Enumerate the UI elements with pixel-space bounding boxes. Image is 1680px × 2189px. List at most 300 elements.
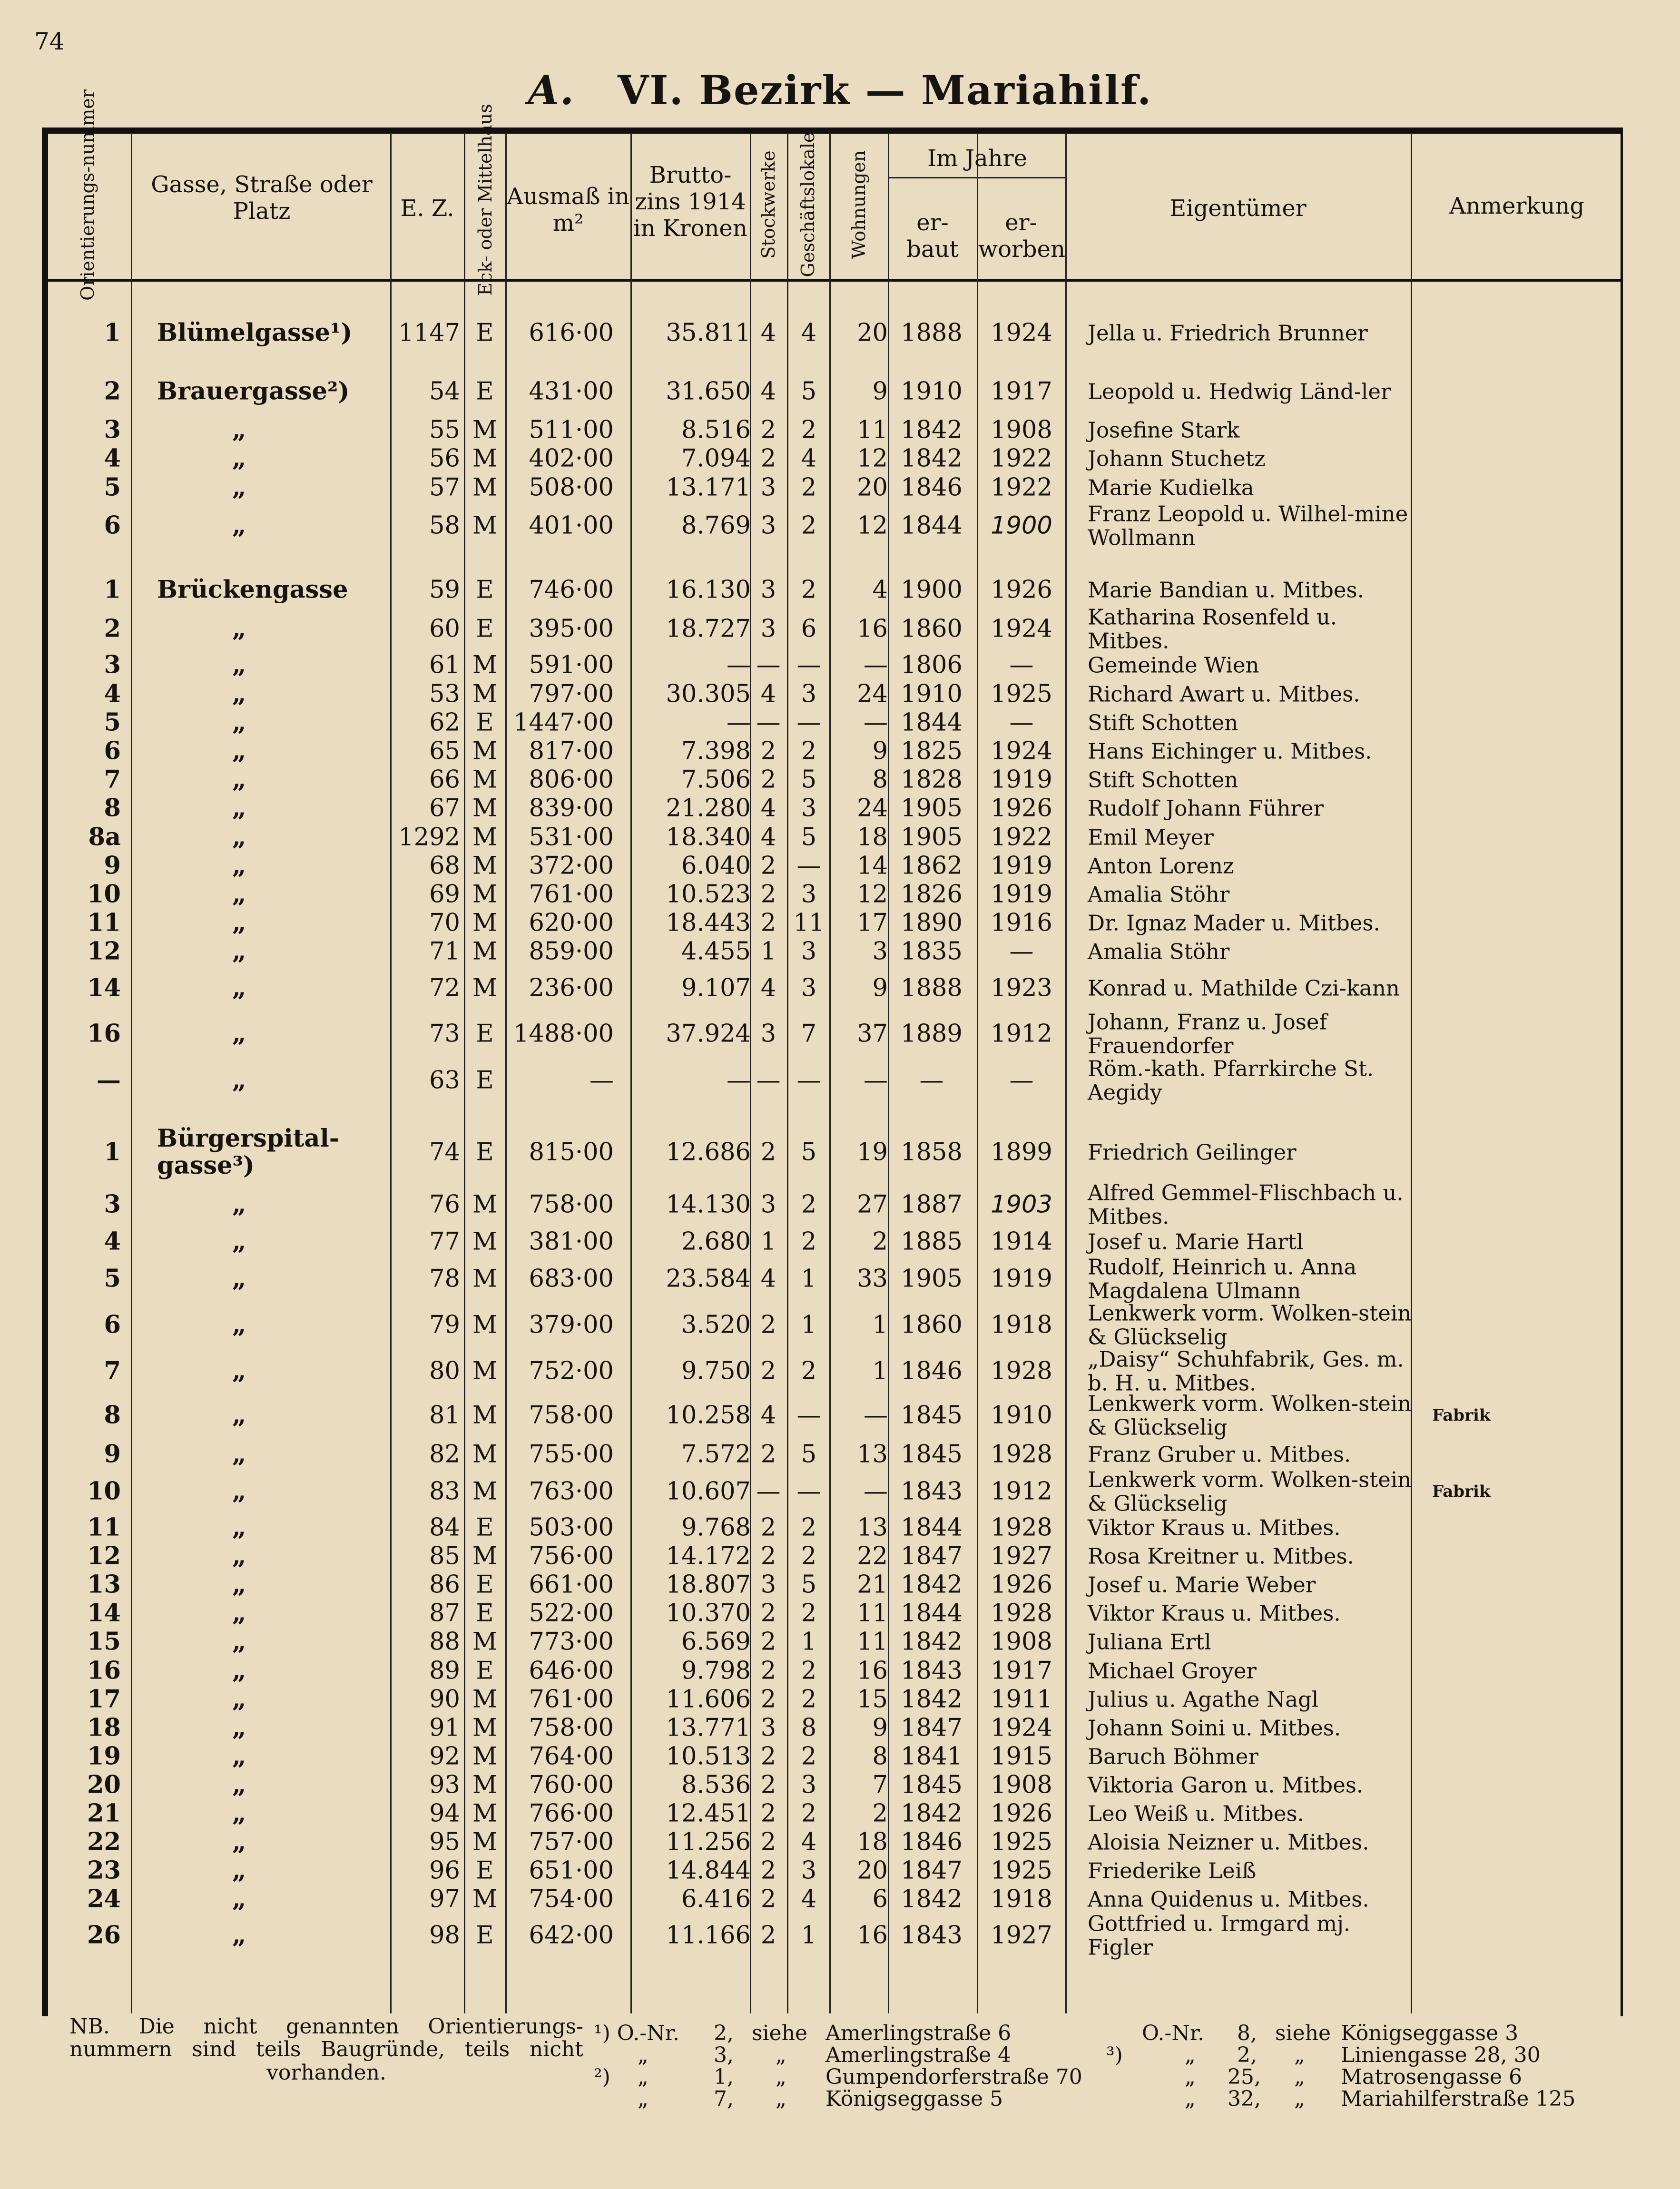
cell-em: M (472, 444, 498, 473)
cell-wo: 22 (857, 1542, 888, 1571)
cell-ez: 81 (429, 1401, 460, 1430)
cell-nr: 8a (88, 823, 121, 852)
cell-rent: — (727, 1066, 751, 1095)
cell-gl: 7 (801, 1020, 817, 1048)
cell-ez: 79 (429, 1311, 460, 1339)
cell-note: Fabrik (1432, 1482, 1491, 1501)
cell-rent: 16.130 (666, 576, 751, 604)
cell-wo: 1 (872, 1357, 888, 1385)
cell-ez: 83 (429, 1477, 460, 1506)
cell-st: 2 (760, 1138, 776, 1167)
cell-st: 3 (760, 511, 776, 540)
cell-area: 651·00 (529, 1856, 614, 1885)
cell-wo: 1 (872, 1311, 888, 1339)
cell-ez: 65 (429, 737, 460, 766)
column-divider (1065, 134, 1067, 2013)
cell-st: 2 (760, 1628, 776, 1656)
cell-owner: Friederike Leiß (1088, 1858, 1257, 1884)
cell-ez: 77 (429, 1227, 460, 1256)
cell-acq: 1917 (991, 377, 1052, 406)
cell-owner: Lenkwerk vorm. Wolken-stein & Glückselig (1088, 1467, 1412, 1516)
cell-area: 859·00 (529, 937, 614, 966)
cell-wo: 16 (857, 1657, 888, 1685)
cell-ez: 60 (429, 615, 460, 643)
cell-nr: 16 (87, 1019, 121, 1048)
cell-rent: 8.536 (681, 1771, 751, 1799)
cell-area: 395·00 (529, 615, 614, 643)
footnote-nr: 7, (714, 2087, 734, 2111)
cell-gl: 2 (801, 473, 817, 502)
cell-owner: Marie Kudielka (1088, 475, 1254, 501)
cell-street: „ (232, 650, 246, 679)
cell-owner: Josef u. Marie Hartl (1088, 1229, 1304, 1255)
cell-rent: 9.107 (681, 974, 751, 1002)
cell-acq: 1924 (991, 1714, 1052, 1742)
cell-acq: 1916 (991, 909, 1052, 937)
cell-area: 758·00 (529, 1401, 614, 1430)
cell-area: 755·00 (529, 1440, 614, 1469)
cell-built: — (919, 1066, 944, 1095)
cell-nr: 9 (104, 1440, 121, 1469)
cell-gl: 6 (801, 615, 817, 643)
cell-area: 379·00 (529, 1311, 614, 1339)
cell-st: 4 (760, 319, 776, 347)
cell-st: 2 (760, 1921, 776, 1950)
cell-gl: 2 (801, 1542, 817, 1571)
cell-gl: 5 (801, 1571, 817, 1599)
cell-owner: Alfred Gemmel-Flischbach u. Mitbes. (1088, 1180, 1404, 1229)
cell-rent: 11.606 (666, 1685, 751, 1714)
cell-area: 620·00 (529, 909, 614, 937)
cell-nr: 4 (104, 679, 121, 708)
cell-gl: 2 (801, 1357, 817, 1385)
cell-gl: 5 (801, 1138, 817, 1167)
cell-acq: 1918 (991, 1311, 1052, 1339)
cell-ez: 54 (429, 377, 460, 406)
cell-gl: 2 (801, 1599, 817, 1628)
cell-area: 773·00 (529, 1628, 614, 1656)
cell-nr: 2 (104, 377, 121, 406)
cell-owner: Stift Schotten (1088, 767, 1238, 793)
cell-street: „ (232, 794, 246, 823)
cell-acq: 1899 (991, 1138, 1052, 1167)
cell-nr: 10 (87, 880, 121, 909)
cell-owner: Johann, Franz u. Josef Frauendorfer (1088, 1009, 1327, 1058)
column-divider (131, 134, 132, 2013)
cell-rent: 35.811 (666, 319, 751, 347)
cell-ez: 67 (429, 794, 460, 823)
cell-built: 1806 (901, 651, 963, 679)
im-jahre-divider (888, 177, 1067, 178)
cell-ez: 91 (429, 1714, 460, 1742)
cell-nr: 6 (104, 736, 121, 766)
cell-built: 1845 (901, 1401, 963, 1430)
cell-em: M (472, 937, 498, 966)
cell-street: Bürgerspital-gasse³) (157, 1124, 339, 1180)
cell-ez: 63 (429, 1066, 460, 1095)
cell-built: 1844 (901, 1599, 963, 1628)
cell-gl: 3 (801, 937, 817, 966)
cell-gl: 11 (793, 909, 825, 937)
cell-owner: Gemeinde Wien (1088, 652, 1259, 678)
footnote-street: Amerlingstraße 4 (825, 2043, 1012, 2067)
cell-built: 1858 (901, 1138, 963, 1167)
cell-gl: 1 (801, 1628, 817, 1656)
cell-st: 4 (760, 823, 776, 852)
cell-st: 3 (760, 1190, 776, 1219)
cell-nr: 11 (87, 1513, 121, 1542)
footnote-ditto: „ (1294, 2043, 1305, 2067)
cell-nr: 15 (87, 1627, 121, 1656)
cell-em: M (472, 1885, 498, 1914)
cell-gl: 3 (801, 1771, 817, 1799)
cell-owner: Rudolf, Heinrich u. Anna Magdalena Ulmann (1088, 1254, 1357, 1303)
cell-wo: 27 (857, 1190, 888, 1219)
cell-wo: 33 (857, 1265, 888, 1293)
cell-street: „ (232, 1401, 246, 1430)
cell-rent: 8.769 (681, 511, 751, 540)
cell-em: M (472, 1828, 498, 1856)
cell-wo: — (864, 651, 888, 679)
cell-rent: 18.340 (666, 823, 751, 852)
cell-area: 616·00 (529, 319, 614, 347)
cell-rent: 13.171 (666, 473, 751, 502)
cell-acq: 1908 (991, 1628, 1052, 1656)
cell-street: „ (232, 1885, 246, 1914)
cell-acq: 1911 (991, 1685, 1052, 1714)
cell-wo: 24 (857, 794, 888, 823)
cell-em: M (472, 1401, 498, 1430)
cell-ez: 59 (429, 576, 460, 604)
cell-nr: 3 (104, 415, 121, 444)
cell-wo: 12 (857, 880, 888, 909)
cell-ez: 68 (429, 852, 460, 880)
cell-st: — (756, 708, 781, 737)
cell-built: 1888 (901, 319, 963, 347)
footnote-ditto: „ (1294, 2087, 1305, 2111)
cell-acq: 1912 (991, 1477, 1052, 1506)
cell-st: 2 (760, 1542, 776, 1571)
cell-ez: 98 (429, 1921, 460, 1950)
cell-area: 508·00 (529, 473, 614, 502)
cell-gl: 5 (801, 377, 817, 406)
cell-nr: 8 (104, 1401, 121, 1430)
cell-built: 1842 (901, 444, 963, 473)
cell-wo: 14 (857, 852, 888, 880)
footnote-nr: 8, (1237, 2021, 1257, 2045)
footnote-street: Mariahilferstraße 125 (1341, 2087, 1576, 2111)
cell-em: E (476, 1599, 494, 1628)
cell-street: „ (232, 444, 246, 473)
cell-owner: Franz Gruber u. Mitbes. (1088, 1442, 1351, 1467)
cell-nr: 12 (87, 937, 121, 966)
cell-rent: 18.727 (666, 615, 751, 643)
cell-area: 1447·00 (513, 708, 614, 737)
cell-area: 758·00 (529, 1190, 614, 1219)
cell-built: 1844 (901, 1513, 963, 1542)
cell-rent: 14.172 (666, 1542, 751, 1571)
footnote-street: Amerlingstraße 6 (825, 2021, 1012, 2045)
cell-owner: Friedrich Geilinger (1088, 1139, 1297, 1165)
cell-wo: 8 (872, 766, 888, 794)
cell-built: 1847 (901, 1856, 963, 1885)
cell-st: 2 (760, 1357, 776, 1385)
cell-built: 1847 (901, 1714, 963, 1742)
cell-built: 1890 (901, 909, 963, 937)
cell-gl: 8 (801, 1714, 817, 1742)
cell-wo: 12 (857, 511, 888, 540)
cell-street: „ (232, 1827, 246, 1856)
cell-ez: 53 (429, 680, 460, 708)
cell-gl: — (796, 1401, 821, 1430)
cell-built: 1847 (901, 1542, 963, 1571)
cell-ez: 71 (429, 937, 460, 966)
cell-rent: 10.258 (666, 1401, 751, 1430)
cell-street: „ (232, 1799, 246, 1828)
cell-acq: — (1009, 1066, 1034, 1095)
cell-rent: 9.750 (681, 1357, 751, 1385)
cell-area: 431·00 (529, 377, 614, 406)
cell-gl: 3 (801, 974, 817, 1002)
cell-acq: 1919 (991, 766, 1052, 794)
cell-acq: 1917 (991, 1657, 1052, 1685)
footnote-street: Liniengasse 28, 30 (1341, 2043, 1541, 2067)
cell-gl: — (796, 852, 821, 880)
cell-owner: Juliana Ertl (1088, 1629, 1211, 1655)
cell-nr: 18 (87, 1713, 121, 1742)
cell-em: E (476, 1921, 494, 1950)
cell-street: „ (232, 473, 246, 502)
cell-street: „ (232, 1770, 246, 1799)
cell-owner: Stift Schotten (1088, 710, 1238, 736)
cell-rent: — (727, 708, 751, 737)
cell-st: 2 (760, 852, 776, 880)
cell-em: E (476, 377, 494, 406)
cell-wo: 19 (857, 1138, 888, 1167)
footnote-nr: 25, (1228, 2065, 1261, 2089)
cell-gl: 4 (801, 319, 817, 347)
cell-built: 1844 (901, 511, 963, 540)
district-title: VI. Bezirk — Mariahilf. (618, 67, 1152, 114)
cell-area: 591·00 (529, 651, 614, 679)
cell-nr: — (97, 1066, 121, 1095)
cell-wo: 16 (857, 615, 888, 643)
cell-street: Brauergasse²) (157, 377, 350, 406)
header-ez: E. Z. (400, 195, 454, 222)
cell-rent: 30.305 (666, 680, 751, 708)
cell-built: 1845 (901, 1771, 963, 1799)
cell-area: 761·00 (529, 880, 614, 909)
cell-wo: 17 (857, 909, 888, 937)
cell-st: — (756, 1477, 781, 1506)
cell-gl: 4 (801, 444, 817, 473)
cell-ez: 80 (429, 1357, 460, 1385)
cell-em: M (472, 1190, 498, 1219)
cell-street: „ (232, 851, 246, 880)
cell-rent: 12.686 (666, 1138, 751, 1167)
cell-wo: — (864, 1401, 888, 1430)
cell-acq: 1925 (991, 680, 1052, 708)
cell-owner: Richard Awart u. Mitbes. (1088, 681, 1360, 707)
cell-wo: 15 (857, 1685, 888, 1714)
cell-owner: Franz Leopold u. Wilhel-mine Wollmann (1088, 501, 1408, 550)
cell-nr: 2 (104, 614, 121, 643)
cell-ez: 89 (429, 1657, 460, 1685)
cell-owner: Baruch Böhmer (1088, 1744, 1258, 1769)
cell-area: 511·00 (529, 416, 614, 444)
cell-ez: 92 (429, 1742, 460, 1771)
cell-rent: 6.569 (681, 1628, 751, 1656)
cell-em: M (472, 680, 498, 708)
cell-area: 503·00 (529, 1513, 614, 1542)
cell-built: 1885 (901, 1227, 963, 1256)
cell-owner: Viktoria Garon u. Mitbes. (1088, 1772, 1364, 1798)
cell-ez: 69 (429, 880, 460, 909)
cell-rent: 18.443 (666, 909, 751, 937)
cell-area: 757·00 (529, 1828, 614, 1856)
cell-owner: Lenkwerk vorm. Wolken-stein & Glückselig (1088, 1300, 1412, 1349)
cell-ez: 86 (429, 1571, 460, 1599)
cell-em: M (472, 1771, 498, 1799)
cell-acq: 1908 (991, 416, 1052, 444)
footnote-ditto: „ (638, 2087, 648, 2111)
cell-area: 752·00 (529, 1357, 614, 1385)
cell-gl: 2 (801, 1742, 817, 1771)
cell-street: „ (232, 1066, 246, 1095)
cell-st: 2 (760, 1856, 776, 1885)
cell-rent: 3.520 (681, 1311, 751, 1339)
cell-built: 1842 (901, 1799, 963, 1828)
cell-wo: 12 (857, 444, 888, 473)
cell-acq: 1922 (991, 473, 1052, 502)
cell-rent: 2.680 (681, 1227, 751, 1256)
footnote-nr: 32, (1228, 2087, 1261, 2111)
cell-rent: 10.370 (666, 1599, 751, 1628)
cell-owner: Johann Stuchetz (1088, 446, 1266, 471)
cell-rent: 14.130 (666, 1190, 751, 1219)
cell-rent: 23.584 (666, 1265, 751, 1293)
cell-nr: 7 (104, 1356, 121, 1385)
cell-note: Fabrik (1432, 1406, 1491, 1425)
cell-st: 2 (760, 880, 776, 909)
cell-st: 2 (760, 444, 776, 473)
cell-ez: 85 (429, 1542, 460, 1571)
cell-street: „ (232, 1019, 246, 1048)
cell-nr: 8 (104, 794, 121, 823)
cell-owner: Röm.-kath. Pfarrkirche St. Aegidy (1088, 1056, 1374, 1105)
cell-gl: 2 (801, 1799, 817, 1828)
cell-em: E (476, 1657, 494, 1685)
cell-wo: 8 (872, 1742, 888, 1771)
cell-built: 1844 (901, 708, 963, 737)
footnote-nr: 2, (1237, 2043, 1257, 2067)
cell-wo: 13 (857, 1440, 888, 1469)
cell-built: 1846 (901, 473, 963, 502)
cell-nr: 5 (104, 473, 121, 502)
cell-acq: 1926 (991, 1799, 1052, 1828)
footnote-ditto: „ (638, 2065, 648, 2089)
cell-em: M (472, 651, 498, 679)
cell-st: 1 (760, 937, 776, 966)
cell-gl: — (796, 1477, 821, 1506)
footnote-label: O.-Nr. (1142, 2021, 1205, 2045)
cell-built: 1828 (901, 766, 963, 794)
cell-ez: 58 (429, 511, 460, 540)
cell-area: 522·00 (529, 1599, 614, 1628)
cell-st: 4 (760, 377, 776, 406)
cell-gl: — (796, 1066, 821, 1095)
cell-nr: 21 (87, 1799, 121, 1828)
cell-street: „ (232, 1190, 246, 1219)
cell-built: 1905 (901, 1265, 963, 1293)
cell-owner: Rosa Kreitner u. Mitbes. (1088, 1543, 1354, 1569)
cell-area: 1488·00 (513, 1020, 614, 1048)
cell-ez: 93 (429, 1771, 460, 1799)
cell-acq: — (1009, 651, 1034, 679)
cell-em: E (476, 1066, 494, 1095)
cell-st: 2 (760, 1742, 776, 1771)
cell-owner: Dr. Ignaz Mader u. Mitbes. (1088, 910, 1380, 936)
cell-area: 746·00 (529, 576, 614, 604)
cell-em: M (472, 1265, 498, 1293)
cell-nr: 3 (104, 1190, 121, 1219)
cell-acq: 1924 (991, 615, 1052, 643)
cell-st: 4 (760, 1265, 776, 1293)
cell-rent: 10.513 (666, 1742, 751, 1771)
cell-nr: 20 (87, 1770, 121, 1799)
cell-nr: 23 (87, 1856, 121, 1885)
cell-acq: — (1009, 937, 1034, 966)
cell-nr: 5 (104, 1264, 121, 1293)
cell-area: 661·00 (529, 1571, 614, 1599)
cell-area: 760·00 (529, 1771, 614, 1799)
cell-owner: Anna Quidenus u. Mitbes. (1088, 1886, 1369, 1912)
cell-st: 2 (760, 1513, 776, 1542)
cell-rent: 7.506 (681, 766, 751, 794)
footnote-nr: 1, (714, 2065, 734, 2089)
cell-built: 1825 (901, 737, 963, 766)
cell-nr: 14 (87, 1599, 121, 1628)
cell-gl: 4 (801, 1885, 817, 1914)
cell-st: 3 (760, 1571, 776, 1599)
cell-ez: 57 (429, 473, 460, 502)
cell-acq: 1928 (991, 1357, 1052, 1385)
section-letter: A. (528, 67, 575, 114)
cell-gl: 2 (801, 416, 817, 444)
cell-owner: Michael Groyer (1088, 1658, 1257, 1684)
cell-gl: 5 (801, 823, 817, 852)
cell-wo: 37 (857, 1020, 888, 1048)
cell-street: „ (232, 1541, 246, 1571)
cell-em: M (472, 1628, 498, 1656)
cell-built: 1846 (901, 1828, 963, 1856)
cell-st: 3 (760, 1020, 776, 1048)
cell-rent: 10.523 (666, 880, 751, 909)
cell-area: 815·00 (529, 1138, 614, 1167)
cell-st: 2 (760, 909, 776, 937)
cell-acq: 1926 (991, 576, 1052, 604)
cell-nr: 1 (104, 575, 121, 604)
cell-em: E (476, 1513, 494, 1542)
cell-gl: 2 (801, 1513, 817, 1542)
cell-nr: 4 (104, 444, 121, 473)
cell-area: 372·00 (529, 852, 614, 880)
cell-gl: 2 (801, 1227, 817, 1256)
cell-acq: 1926 (991, 794, 1052, 823)
cell-nr: 1 (104, 318, 121, 347)
cell-wo: — (864, 1477, 888, 1506)
cell-ez: 73 (429, 1020, 460, 1048)
